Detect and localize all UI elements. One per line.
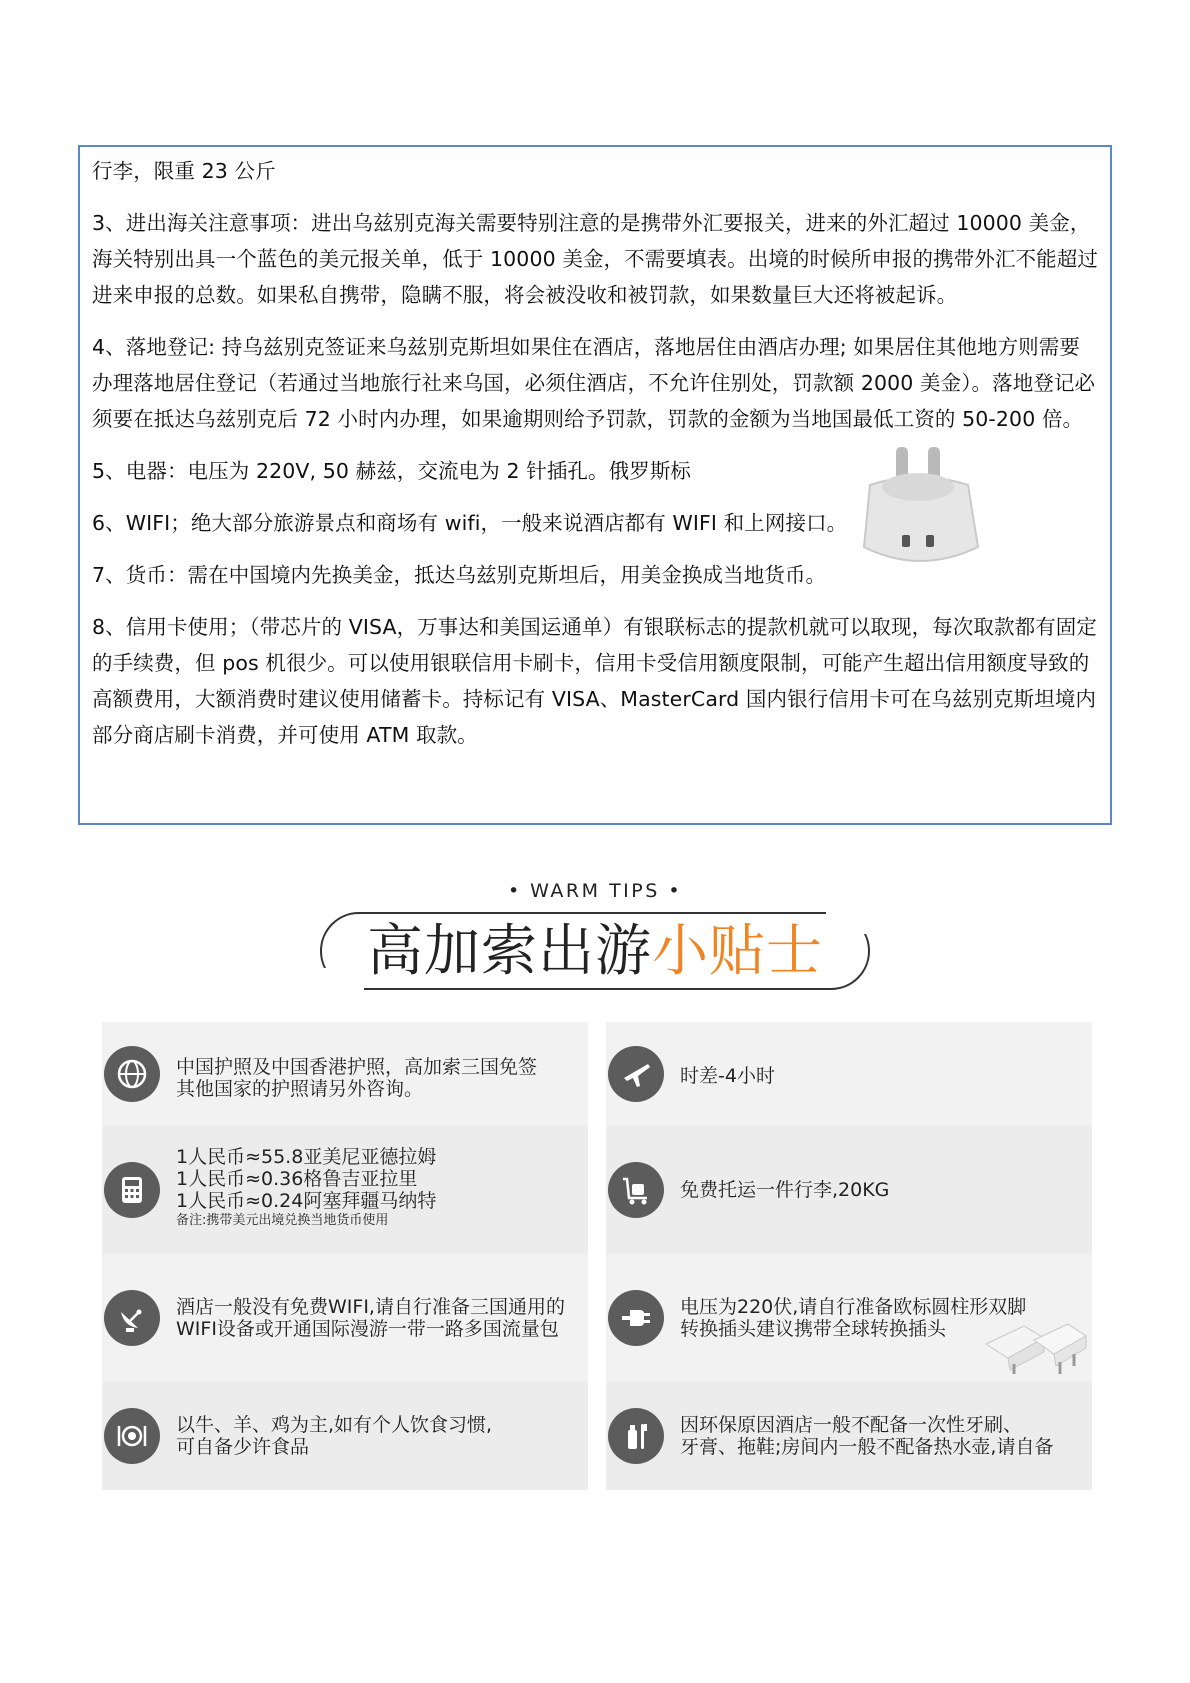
tip-currency (102, 1126, 588, 1254)
toothbrush-icon (608, 1408, 664, 1464)
tip-currency-line3: 1人民币≈0.24阿塞拜疆马纳特 (176, 1190, 437, 1212)
notice-box (78, 145, 1112, 825)
globe-icon (104, 1046, 160, 1102)
tip-currency-line1: 1人民币≈55.8亚美尼亚德拉姆 (176, 1146, 437, 1168)
tip-voltage-line2: 转换插头建议携带全球转换插头 (680, 1318, 947, 1340)
tip-voltage-line1: 电压为220伏,请自行准备欧标圆柱形双脚 (680, 1296, 1027, 1318)
calculator-icon (104, 1162, 160, 1218)
tip-baggage-line1: 免费托运一件行李,20KG (680, 1179, 890, 1201)
tip-toiletries-line1: 因环保原因酒店一般不配备一次性牙刷、 (680, 1414, 1023, 1436)
notice-paragraph-credit-card: 8、信用卡使用；（带芯片的 VISA，万事达和美国运通单）有银联标志的提款机就可以取现，每次取款都有固定的手续费，但 pos 机很少。可以使用银联信用卡刷卡，信用卡受信用额度限制，可能产生超出信用额度导致的高额费用，大额消费时建议使用储蓄卡。持标记有 VISA、MasterCard 国内银行信用卡可在乌兹别克斯坦境内部分商店刷卡消费，并可使用 ATM 取款。 (92, 615, 1097, 747)
tip-currency-line2: 1人民币≈0.36格鲁吉亚拉里 (176, 1168, 418, 1190)
notice-paragraph-wifi: 6、WIFI；绝大部分旅游景点和商场有 wifi，一般来说酒店都有 WIFI 和上网接口。 (92, 511, 848, 535)
tip-food-line2: 可自备少许食品 (176, 1436, 310, 1458)
plug-icon (608, 1290, 664, 1346)
tip-passport-line2: 其他国家的护照请另外咨询。 (176, 1078, 424, 1100)
tip-passport (102, 1022, 588, 1126)
tip-currency-note: 备注:携带美元出境兑换当地货币使用 (176, 1213, 389, 1228)
tip-food (102, 1382, 588, 1490)
tip-wifi-line2: WIFI设备或开通国际漫游一带一路多国流量包 (176, 1318, 559, 1340)
tip-food-line1: 以牛、羊、鸡为主,如有个人饮食习惯, (176, 1414, 493, 1436)
tip-baggage (606, 1126, 1092, 1254)
notice-paragraph-baggage: 行李，限重 23 公斤 (92, 159, 276, 183)
tip-timezone-line1: 时差-4小时 (680, 1065, 775, 1087)
notice-paragraph-electrical: 5、电器：电压为 220V, 50 赫兹，交流电为 2 针插孔。俄罗斯标 (92, 459, 692, 483)
tip-wifi (102, 1254, 588, 1382)
notice-paragraph-customs: 3、进出海关注意事项：进出乌兹别克海关需要特别注意的是携带外汇要报关，进来的外汇超过 10000 美金，海关特别出具一个蓝色的美元报关单，低于 10000 美金，不需要填表。出境的时候所申报的携带外汇不能超过进来申报的总数。如果私自携带，隐瞒不服，将会被没收和被罚款，如果数量巨大还将被起诉。 (92, 211, 1098, 307)
title-accent: 小贴士 (652, 919, 823, 984)
tip-voltage (606, 1254, 1092, 1382)
notice-paragraph-registration: 4、落地登记: 持乌兹别克签证来乌兹别克斯坦如果住在酒店，落地居住由酒店办理; 如果居住其他地方则需要办理落地居住登记（若通过当地旅行社来乌国，必须住酒店，不允许住别处，罚款额 2000 美金）。落地登记必须要在抵达乌兹别克后 72 小时内办理，如果逾期则给予罚款，罚款的金额为当地国最低工资的 50-200 倍。 (92, 335, 1096, 431)
notice-paragraph-currency: 7、货币：需在中国境内先换美金，抵达乌兹别克斯坦后，用美金换成当地货币。 (92, 563, 827, 587)
dining-icon (104, 1408, 160, 1464)
tip-toiletries (606, 1382, 1092, 1490)
page-title (320, 914, 870, 990)
title-main: 高加索出游 (367, 919, 652, 984)
tip-passport-line1: 中国护照及中国香港护照，高加索三国免签 (176, 1056, 538, 1078)
warm-tips-label: • WARM TIPS • (507, 880, 683, 902)
tip-wifi-line1: 酒店一般没有免费WIFI,请自行准备三国通用的 (176, 1296, 565, 1318)
airplane-icon (608, 1046, 664, 1102)
tip-timezone (606, 1022, 1092, 1126)
adapter-plugs-image (984, 1318, 1088, 1376)
luggage-cart-icon (608, 1162, 664, 1218)
satellite-dish-icon (104, 1290, 160, 1346)
plug-adapter-image (850, 447, 1000, 577)
tip-toiletries-line2: 牙膏、拖鞋;房间内一般不配备热水壶,请自备 (680, 1436, 1054, 1458)
